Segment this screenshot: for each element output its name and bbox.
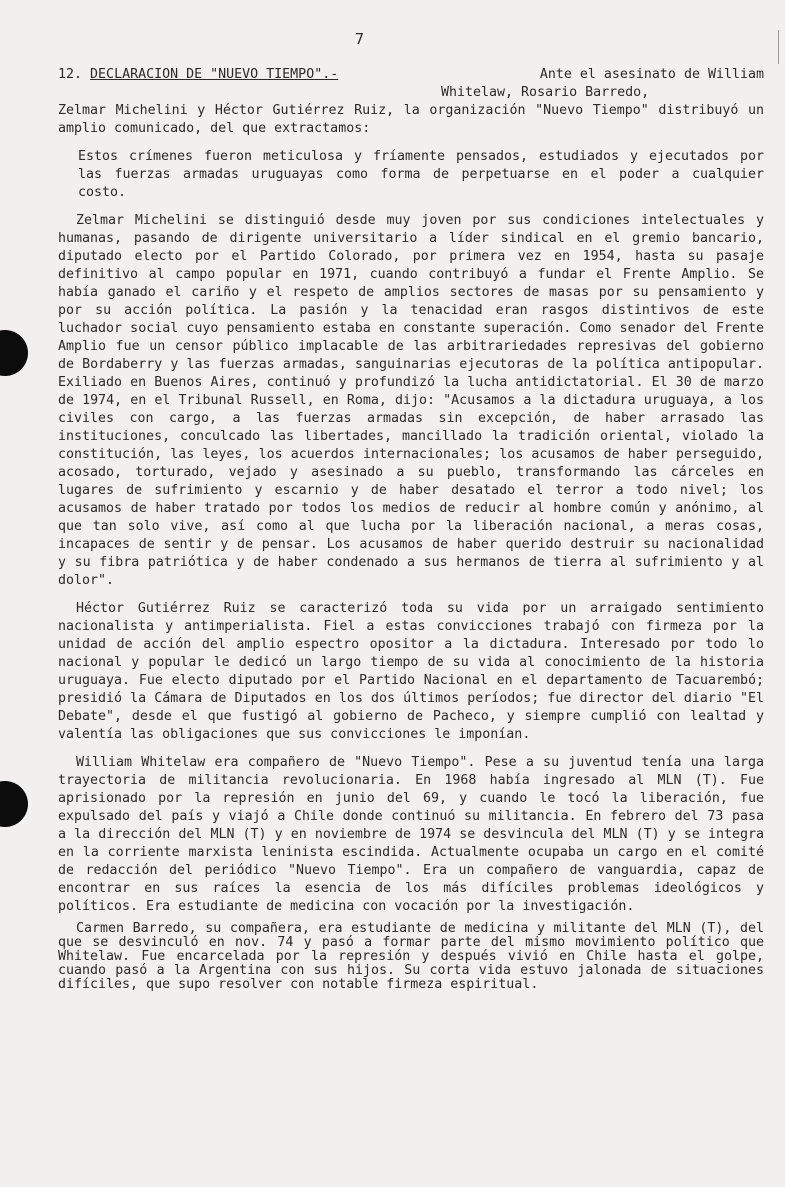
page-edge-mark [778, 30, 779, 64]
section-intro-rest: Zelmar Michelini y Héctor Gutiérrez Ruiz, la organización "Nuevo Tiempo" distribuyó un amplio comunicado, del que extractamos: [58, 103, 764, 136]
section-intro-line2: Whitelaw, Rosario Barredo, [441, 85, 650, 100]
paragraph-quote-crimes: Estos crímenes fueron meticulosa y fríamente pensados, estudiados y ejecutados por las fuerzas armadas uruguayas como forma de perpetuarse en el poder a cualquier costo. [78, 149, 764, 200]
punch-hole-top [0, 330, 28, 376]
section-heading [58, 66, 764, 84]
page-number: 7 [355, 30, 365, 48]
paragraph-barredo: Carmen Barredo, su compañera, era estudiante de medicina y militante del MLN (T), del que se desvinculó en nov. 74 y pasó a formar parte del mismo movimiento político que Whitelaw. Fue encarcelada por la represión y después vivió en Chile hasta el golpe, cuando pasó a la Argentina con sus hijos. Su corta vida estuvo jalonada de situaciones difíciles, que supo resolver con notable firmeza espiritual. [58, 921, 764, 992]
section-title: DECLARACION DE "NUEVO TIEMPO".- [90, 67, 339, 82]
punch-hole-bottom [0, 781, 28, 827]
paragraph-whitelaw: William Whitelaw era compañero de "Nuevo Tiempo". Pese a su juventud tenía una larga trayectoria de militancia revolucionaria. En 1968 había ingresado al MLN (T). Fue aprisionado por la represión en junio del 69, y cuando le tocó la liberación, fue expulsado del país y viajó a Chile donde continuó su militancia. En febrero del 73 pasa a la dirección del MLN (T) y en noviembre de 1974 se desvincula del MLN (T) y se integra en la corriente marxista leninista escindida. Actualmente ocupaba un cargo en el comité de redacción del periódico "Nuevo Tiempo". Era un compañero de vanguardia, capaz de encontrar en sus raíces la esencia de los más difíciles problemas ideológicos y políticos. Era estudiante de medicina con vocación por la investigación. [58, 755, 764, 914]
section-number: 12. [58, 67, 83, 82]
section-intro-line1: Ante el asesinato de William [539, 67, 764, 82]
paragraph-gutierrez-ruiz: Héctor Gutiérrez Ruiz se caracterizó toda su vida por un arraigado sentimiento nacionalista y antimperialista. Fiel a estas convicciones trabajó con firmeza por la unidad de acción del amplio espectro opositor a la dictadura. Interesado por todo lo nacional y popular le dedicó un largo tiempo de su vida al conocimiento de la historia uruguaya. Fue electo diputado por el Partido Nacional en el departamento de Tacuarembó; presidió la Cámara de Diputados en los dos últimos períodos; fue director del diario "El Debate", desde el que fustigó al gobierno de Pacheco, y siempre cumplió con lealtad y valentía las obligaciones que sus convicciones le imponían. [58, 601, 764, 742]
document-body [58, 66, 764, 992]
paragraph-michelini: Zelmar Michelini se distinguió desde muy joven por sus condiciones intelectuales y humanas, pasando de dirigente universitario a líder sindical en el gremio bancario, diputado electo por el Partido Colorado, por primera vez en 1954, hasta su pasaje definitivo al campo popular en 1971, cuando contribuyó a fundar el Frente Amplio. Se había ganado el cariño y el respeto de amplios sectores de masas por su pensamiento y por su acción política. La pasión y la tenacidad eran rasgos distintivos de este luchador social cuyo pensamiento estaba en constante superación. Como senador del Frente Amplio fue un censor público implacable de las arbitrariedades represivas del gobierno de Bordaberry y las fuerzas armadas, sanguinarias ejecutoras de la política antipopular. Exiliado en Buenos Aires, continuó y profundizó la lucha antidictatorial. El 30 de marzo de 1974, en el Tribunal Russell, en Roma, dijo: "Acusamos a la dictadura uruguaya, a los civiles con cargo, a las fuerzas armadas sin excepción, de haber arrasado las instituciones, conculcado las libertades, mancillado la tradición oriental, violado la constitución, las leyes, los acuerdos internacionales; los acusamos de haber perseguido, acosado, torturado, vejado y asesinado a su pueblo, transformando las cárceles en lugares de sufrimiento y escarnio y de haber desatado el terror a todo nivel; los acusamos de haber tratado por todos los medios de reducir al hombre común y anónimo, al que tan solo vive, así como al que lucha por la liberación nacional, a meras cosas, incapaces de sentir y de pensar. Los acusamos de haber querido destruir su nacionalidad y su fibra patriótica y de haber condenado a sus hermanos de tierra al sufrimiento y al dolor". [58, 213, 764, 588]
section-number-and-title [58, 66, 338, 84]
